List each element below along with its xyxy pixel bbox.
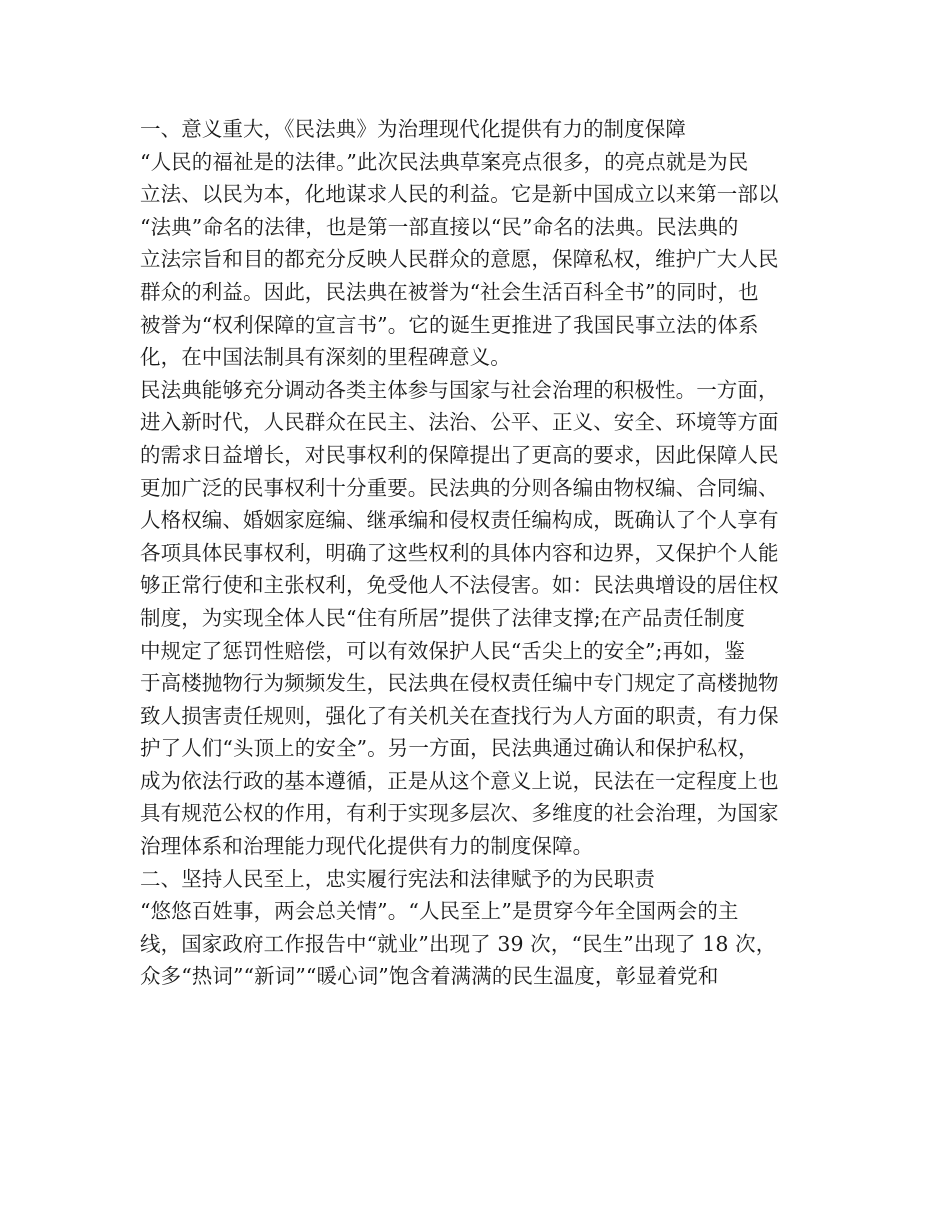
paragraph-line: 更加广泛的民事权利十分重要。民法典的分则各编由物权编、合同编、 (140, 475, 779, 500)
paragraph-line: “悠悠百姓事，两会总关情”。“人民至上”是贯穿今年全国两会的主 (140, 899, 739, 924)
paragraph-line: 具有规范公权的作用，有利于实现多层次、多维度的社会治理，为国家 (140, 801, 779, 826)
paragraph-line: 的需求日益增长，对民事权利的保障提出了更高的要求，因此保障人民 (140, 442, 779, 467)
paragraph-line: “法典”命名的法律，也是第一部直接以“民”命名的法典。民法典的 (140, 214, 739, 239)
paragraph-line: 致人损害责任规则，强化了有关机关在查找行为人方面的职责，有力保 (140, 703, 779, 728)
paragraph-line: 进入新时代，人民群众在民主、法治、公平、正义、安全、环境等方面 (140, 410, 779, 435)
section-heading-2: 二、坚持人民至上，忠实履行宪法和法律赋予的为民职责 (140, 866, 655, 891)
paragraph-line: 立法宗旨和目的都充分反映人民群众的意愿，保障私权，维护广大人民 (140, 247, 779, 272)
paragraph-line: 众多“热词”“新词”“暖心词”饱含着满满的民生温度，彰显着党和 (140, 964, 719, 989)
paragraph-line: 人格权编、婚姻家庭编、继承编和侵权责任编构成，既确认了个人享有 (140, 508, 779, 533)
paragraph-line: 民法典能够充分调动各类主体参与国家与社会治理的积极性。一方面， (140, 377, 779, 402)
paragraph-line: 治理体系和治理能力现代化提供有力的制度保障。 (140, 834, 594, 859)
paragraph-line: 线，国家政府工作报告中“就业”出现了 39 次，“民生”出现了 18 次， (140, 931, 777, 956)
paragraph-line: 群众的利益。因此，民法典在被誉为“社会生活百科全书”的同时，也 (140, 279, 759, 304)
paragraph-line: 够正常行使和主张权利，免受他人不法侵害。如：民法典增设的居住权 (140, 573, 779, 598)
paragraph-line: 中规定了惩罚性赔偿，可以有效保护人民“舌尖上的安全”;再如，鉴 (140, 638, 745, 663)
paragraph-line: 成为依法行政的基本遵循，正是从这个意义上说，民法在一定程度上也 (140, 768, 779, 793)
paragraph-line: 立法、以民为本，化地谋求人民的利益。它是新中国成立以来第一部以 (140, 182, 779, 207)
paragraph-line: 被誉为“权利保障的宣言书”。它的诞生更推进了我国民事立法的体系 (140, 312, 759, 337)
paragraph-line: 各项具体民事权利，明确了这些权利的具体内容和边界，又保护个人能 (140, 540, 779, 565)
paragraph-line: 于高楼抛物行为频频发生，民法典在侵权责任编中专门规定了高楼抛物 (140, 671, 779, 696)
section-heading-1: 一、意义重大，《民法典》为治理现代化提供有力的制度保障 (140, 117, 686, 141)
paragraph-line: 化，在中国法制具有深刻的里程碑意义。 (140, 345, 511, 370)
paragraph-line: 护了人们“头顶上的安全”。另一方面，民法典通过确认和保护私权， (140, 736, 759, 761)
paragraph-line: 制度，为实现全体人民“住有所居”提供了法律支撑;在产品责任制度 (140, 605, 745, 630)
document-body (140, 113, 820, 993)
paragraph-line: “人民的福祉是的法律。”此次民法典草案亮点很多，的亮点就是为民 (140, 149, 749, 174)
